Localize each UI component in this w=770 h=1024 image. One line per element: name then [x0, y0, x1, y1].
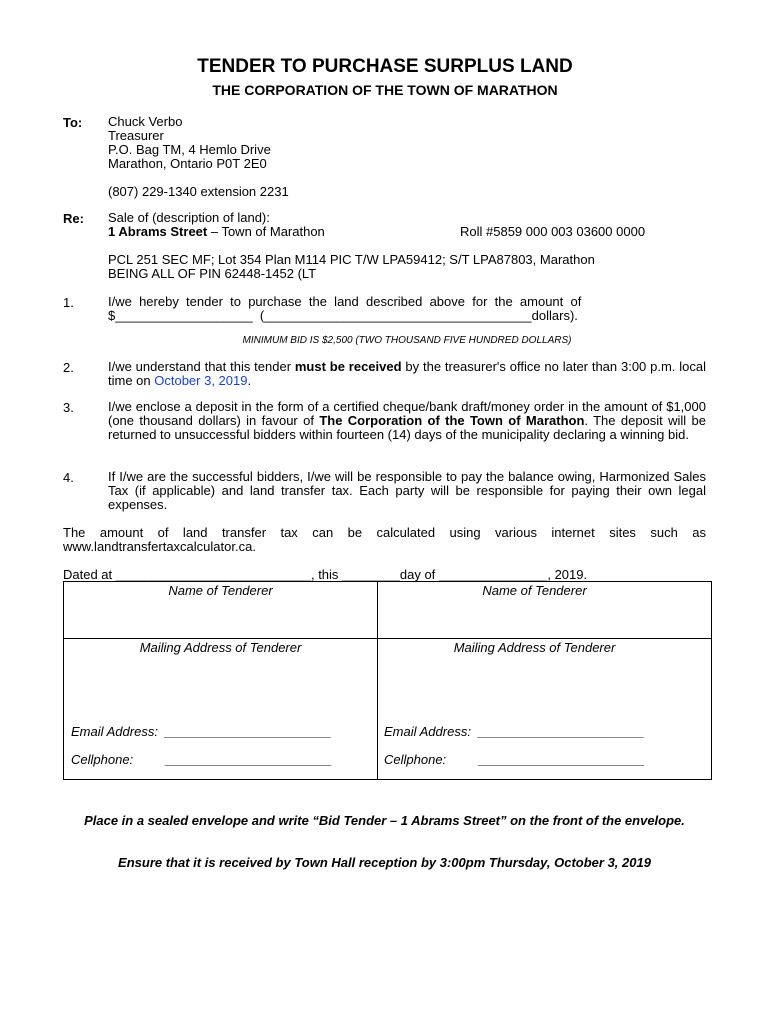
item-2-part: I/we understand that this tender: [108, 359, 295, 374]
recipient-title: Treasurer: [108, 128, 164, 143]
item-2-emphasis: must be received: [294, 359, 402, 374]
deadline-date: October 3, 2019: [154, 373, 248, 388]
legal-description-1: PCL 251 SEC MF; Lot 354 Plan M114 PIC T/W LPA59412; S/T LPA87803, Marathon: [108, 252, 595, 267]
item-3-part: I/we enclose a deposit in the form of a certified cheque/bank draft/money order in the amount of $1,000 (one thousand dollars) in favour of: [108, 399, 706, 428]
tenderer-2-address-label: Mailing Address of Tenderer: [453, 640, 616, 655]
property-town: – Town of Marathon: [207, 224, 325, 239]
item-3-number: 3.: [63, 400, 74, 415]
dated-line[interactable]: Dated at ___________________________, this ________day of _______________, 2019.: [63, 567, 588, 582]
item-4-text: If I/we are the successful bidders, I/we will be responsible to pay the balance owing, Harmonized Sales Tax (if applicable) and land transfer tax. Each party will be responsible for paying their own legal expenses.: [108, 469, 706, 512]
item-1-text: I/we hereby tender to purchase the land described above for the amount of: [108, 294, 582, 309]
re-description-label: Sale of (description of land):: [108, 210, 270, 225]
to-label: To:: [63, 115, 83, 130]
item-3-emphasis: The Corporation of the Town of Marathon: [319, 413, 585, 428]
re-label: Re:: [63, 211, 84, 226]
recipient-address-2: Marathon, Ontario P0T 2E0: [108, 156, 267, 171]
tenderer-1-address-label: Mailing Address of Tenderer: [139, 640, 302, 655]
tenderer-details-table: [63, 581, 712, 780]
amount-blanks[interactable]: $___________________ (_____________________________________dollars).: [108, 308, 578, 323]
property-street: 1 Abrams Street: [108, 224, 208, 239]
re-property: [108, 225, 325, 239]
page-title: TENDER TO PURCHASE SURPLUS LAND: [197, 56, 573, 77]
item-1-number: 1.: [63, 295, 74, 310]
tenderer-2-cellphone-field[interactable]: Cellphone: _______________________: [384, 752, 645, 767]
item-2-part: .: [247, 373, 252, 388]
item-3-text: [108, 400, 706, 442]
tenderer-1-cellphone-field[interactable]: Cellphone: _______________________: [71, 752, 332, 767]
roll-number: Roll #5859 000 003 03600 0000: [460, 224, 646, 239]
item-3-part: . The deposit will be returned to unsuccessful bidders within fourteen (14) days of the municipality declaring a winning bid.: [108, 413, 706, 442]
recipient-phone: (807) 229-1340 extension 2231: [108, 184, 289, 199]
tenderer-2-name-label: Name of Tenderer: [482, 583, 587, 598]
page-subtitle: THE CORPORATION OF THE TOWN OF MARATHON: [212, 82, 558, 98]
item-4-number: 4.: [63, 470, 74, 485]
table-divider: [377, 582, 378, 779]
item-2-number: 2.: [63, 360, 74, 375]
tenderer-1-name-label: Name of Tenderer: [168, 583, 273, 598]
land-transfer-tax-note: The amount of land transfer tax can be calculated using various internet sites such as www.landtransfertaxcalculator.ca.: [63, 525, 706, 554]
recipient-address-1: P.O. Bag TM, 4 Hemlo Drive: [108, 142, 271, 157]
envelope-instruction: Place in a sealed envelope and write “Bid Tender – 1 Abrams Street” on the front of the envelope.: [84, 813, 685, 828]
tenderer-1-email-field[interactable]: Email Address: _______________________: [71, 724, 332, 739]
tenderer-2-email-field[interactable]: Email Address: _______________________: [384, 724, 645, 739]
minimum-bid-note: MINIMUM BID IS $2,500 (TWO THOUSAND FIVE HUNDRED DOLLARS): [242, 335, 572, 346]
item-2-text: [108, 360, 706, 388]
item-2-part: by the treasurer's office no later than 3:00 p.m. local time on: [108, 359, 706, 388]
recipient-name: Chuck Verbo: [108, 114, 183, 129]
table-divider: [64, 638, 711, 639]
deadline-instruction: Ensure that it is received by Town Hall reception by 3:00pm Thursday, October 3, 2019: [118, 855, 651, 870]
legal-description-2: BEING ALL OF PIN 62448-1452 (LT: [108, 266, 317, 281]
